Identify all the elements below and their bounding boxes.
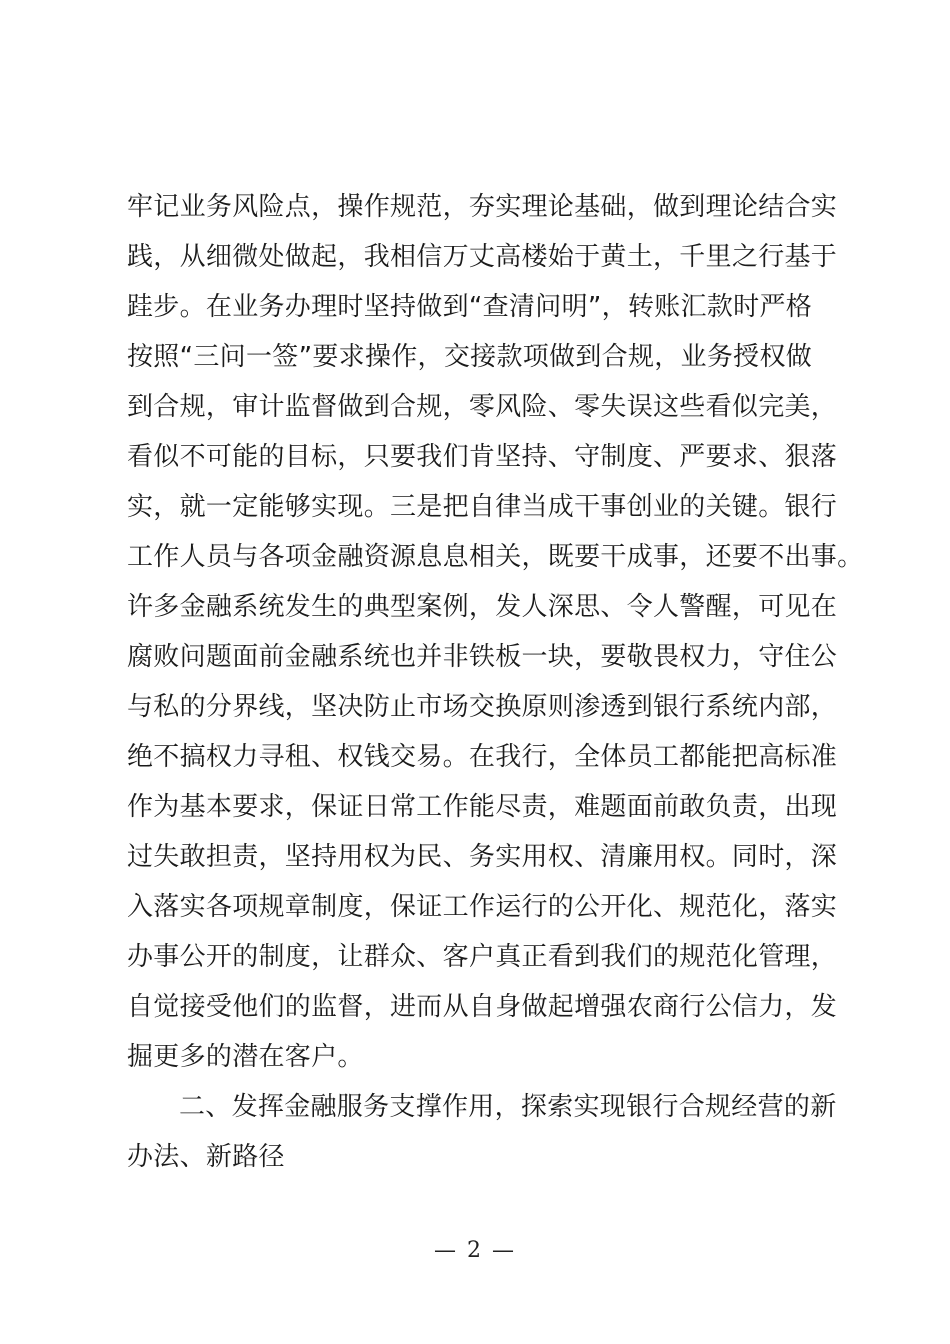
paragraph-line: 与私的分界线，坚决防止市场交换原则渗透到银行系统内部， (127, 692, 838, 722)
paragraph-line: 工作人员与各项金融资源息息相关，既要干成事，还要不出事。 (127, 542, 864, 572)
paragraph-line: 作为基本要求，保证日常工作能尽责，难题面前敢负责，出现 (127, 792, 838, 822)
paragraph-line: 实，就一定能够实现。三是把自律当成干事创业的关键。银行 (127, 492, 838, 522)
paragraph-line: 看似不可能的目标，只要我们肯坚持、守制度、严要求、狠落 (127, 442, 838, 472)
paragraph-line: 按照“三问一签”要求操作，交接款项做到合规，业务授权做 (127, 342, 813, 372)
page-number: — 2 — (434, 1238, 516, 1263)
paragraph-line: 到合规，审计监督做到合规，零风险、零失误这些看似完美， (127, 392, 838, 422)
paragraph-line: 自觉接受他们的监督，进而从自身做起增强农商行公信力，发 (127, 992, 838, 1022)
paragraph-line: 许多金融系统发生的典型案例，发人深思、令人警醒，可见在 (127, 592, 838, 622)
paragraph-line: 绝不搞权力寻租、权钱交易。在我行，全体员工都能把高标准 (127, 742, 838, 772)
paragraph-line: 腐败问题面前金融系统也并非铁板一块，要敬畏权力，守住公 (127, 642, 838, 672)
paragraph-line: 跬步。在业务办理时坚持做到“查清问明”，转账汇款时严格 (127, 292, 813, 322)
paragraph-line: 过失敢担责，坚持用权为民、务实用权、清廉用权。同时，深 (127, 842, 838, 872)
section-heading-line: 二、发挥金融服务支撑作用，探索实现银行合规经营的新 (179, 1092, 837, 1122)
paragraph-line: 践，从细微处做起，我相信万丈高楼始于黄土，千里之行基于 (127, 242, 838, 272)
section-heading-line: 办法、新路径 (127, 1142, 285, 1172)
paragraph-line: 牢记业务风险点，操作规范，夯实理论基础，做到理论结合实 (127, 192, 838, 222)
paragraph-line: 办事公开的制度，让群众、客户真正看到我们的规范化管理， (127, 942, 838, 972)
paragraph-line: 入落实各项规章制度，保证工作运行的公开化、规范化，落实 (127, 892, 838, 922)
paragraph-line: 掘更多的潜在客户。 (127, 1042, 364, 1072)
body-text (127, 182, 864, 1182)
